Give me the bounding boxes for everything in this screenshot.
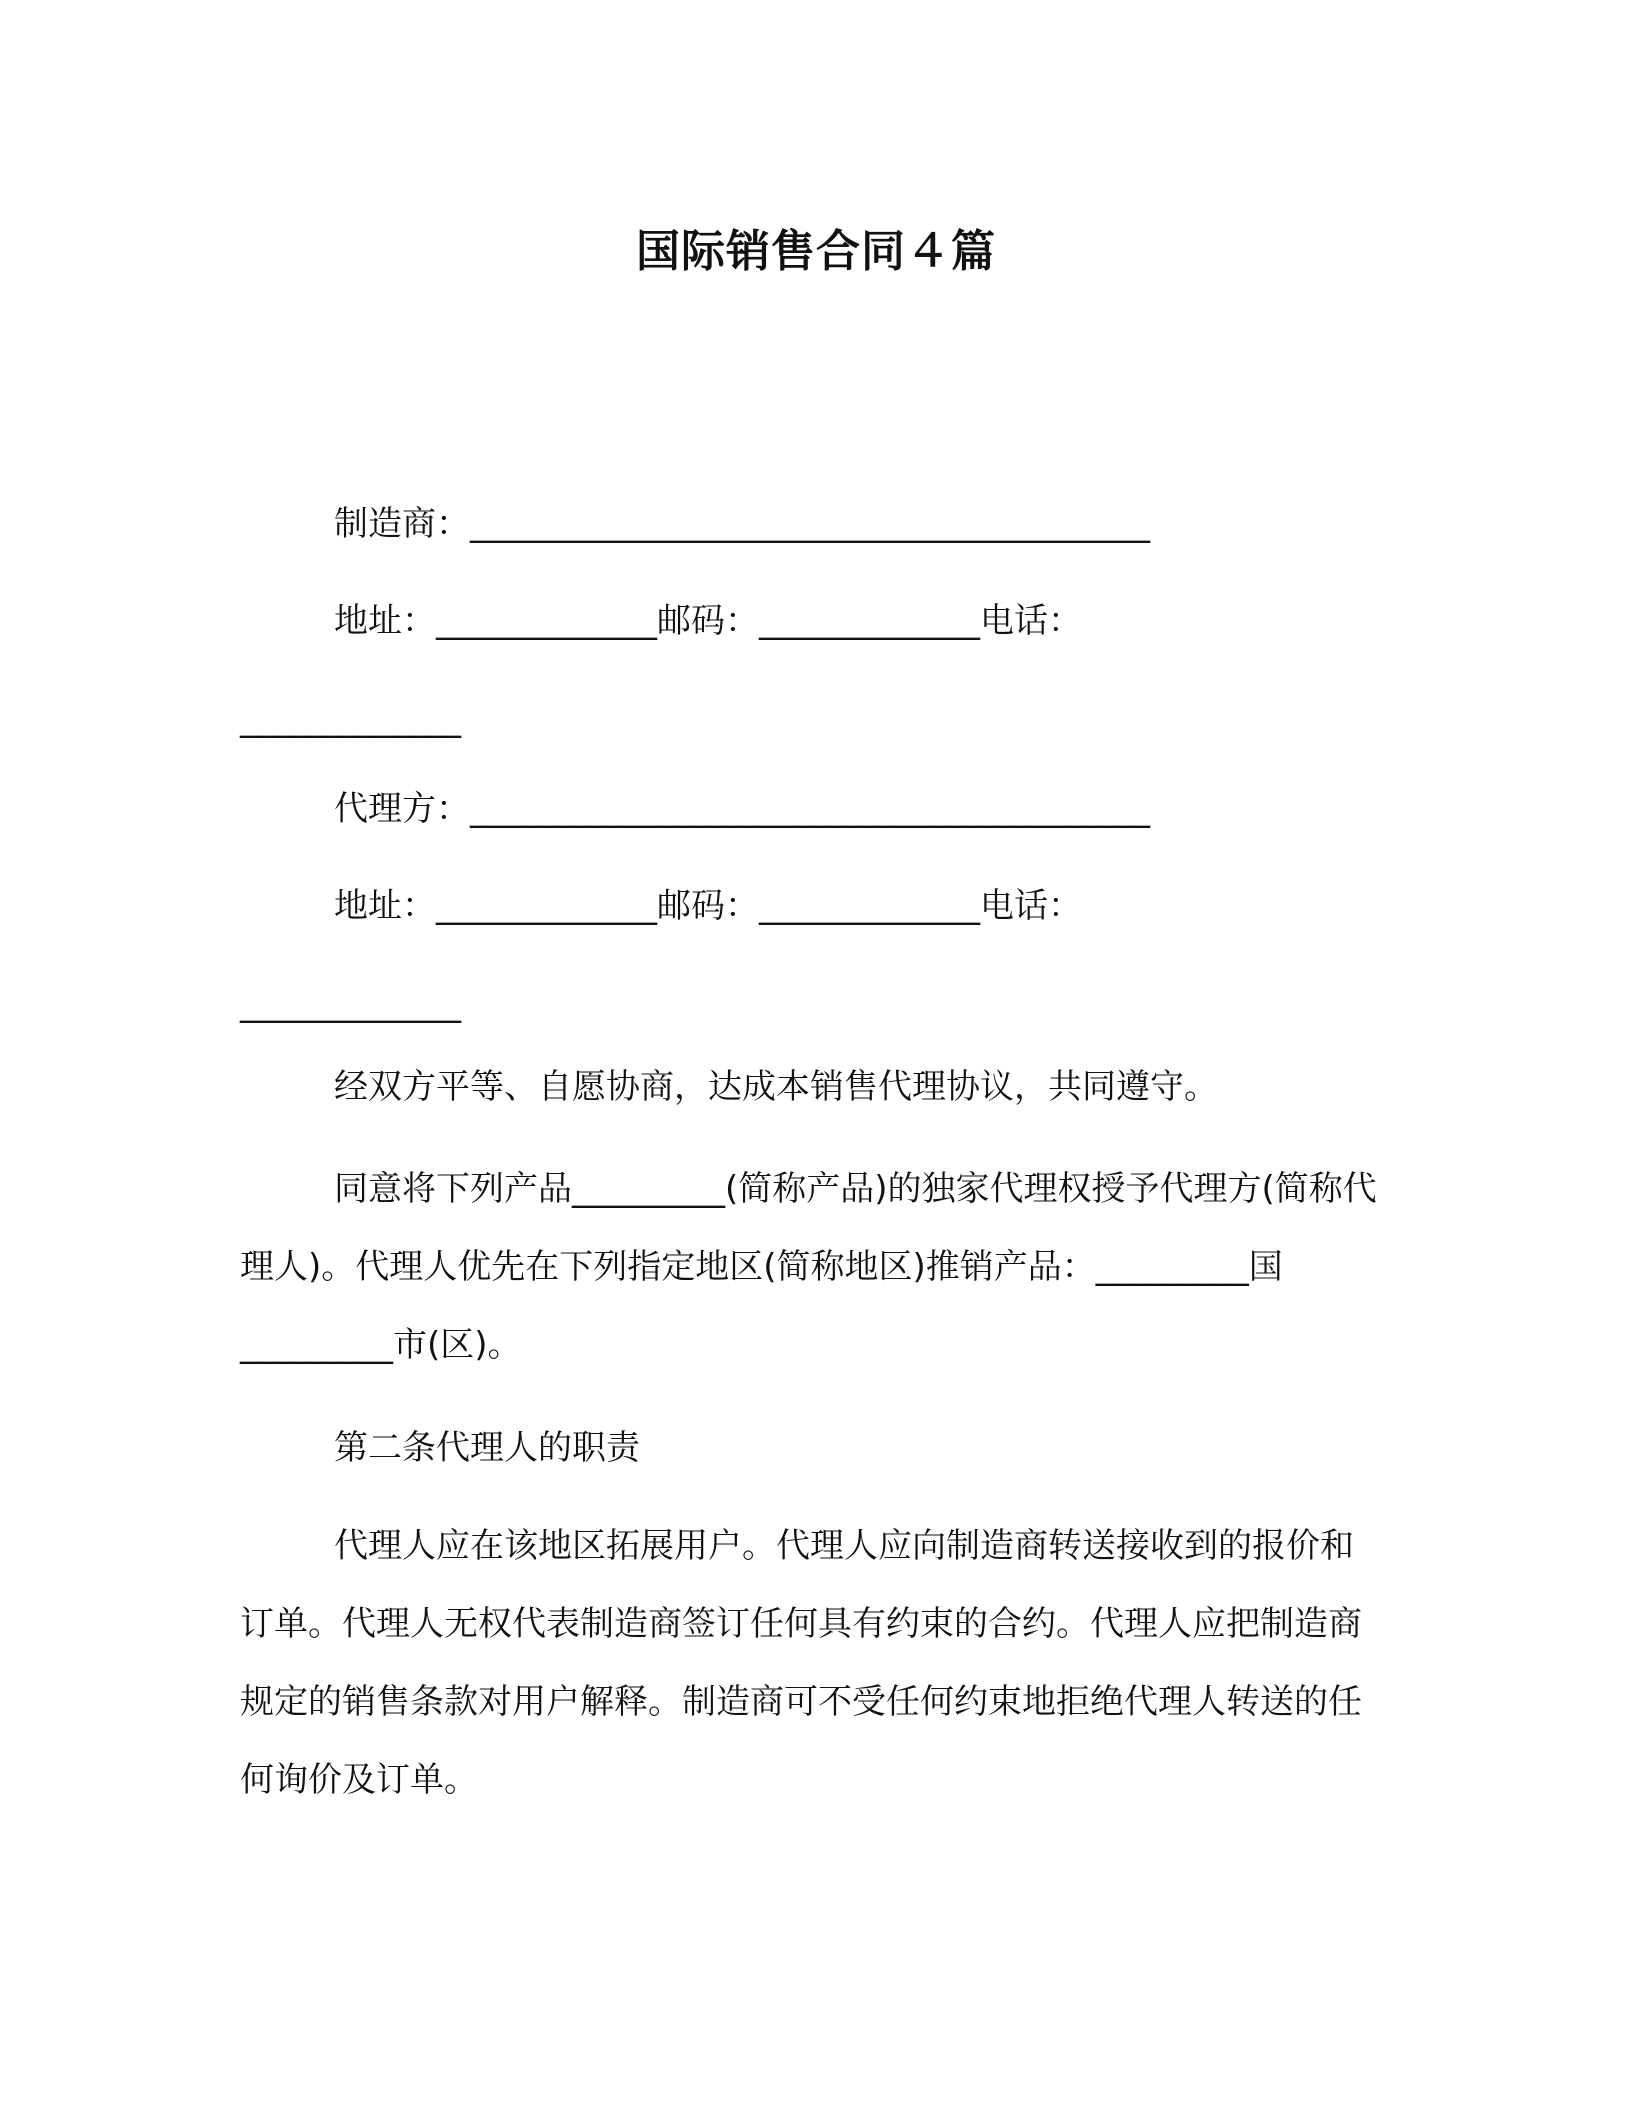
manufacturer-line: 制造商：________________________________________ bbox=[334, 504, 1150, 544]
agent-line: 代理方：________________________________________ bbox=[334, 789, 1150, 829]
duties-paragraph: 代理人应在该地区拓展用户。代理人应向制造商转送接收到的报价和订单。代理人无权代表制造商签订任何具有约束的合约。代理人应把制造商规定的销售条款对用户解释。制造商可不受任何约束地拒绝代理人转送的任何询价及订单。 bbox=[240, 1526, 1362, 1800]
grant-paragraph: 同意将下列产品_________(简称产品)的独家代理权授予代理方(简称代理人)。代理人优先在下列指定地区(简称地区)推销产品：_________国_________市(区)。 bbox=[240, 1169, 1377, 1365]
agent-address-line: 地址：_____________邮码：_____________电话： bbox=[334, 886, 1082, 926]
intro-paragraph: 经双方平等、自愿协商，达成本销售代理协议，共同遵守。 bbox=[334, 1067, 1218, 1107]
article-2-heading: 第二条代理人的职责 bbox=[334, 1428, 640, 1468]
manufacturer-address-line: 地址：_____________邮码：_____________电话： bbox=[334, 601, 1082, 641]
manufacturer-phone-blank: _____________ bbox=[240, 699, 461, 739]
document-title: 国际销售合同４篇 bbox=[636, 226, 996, 277]
agent-phone-blank: _____________ bbox=[240, 984, 461, 1024]
